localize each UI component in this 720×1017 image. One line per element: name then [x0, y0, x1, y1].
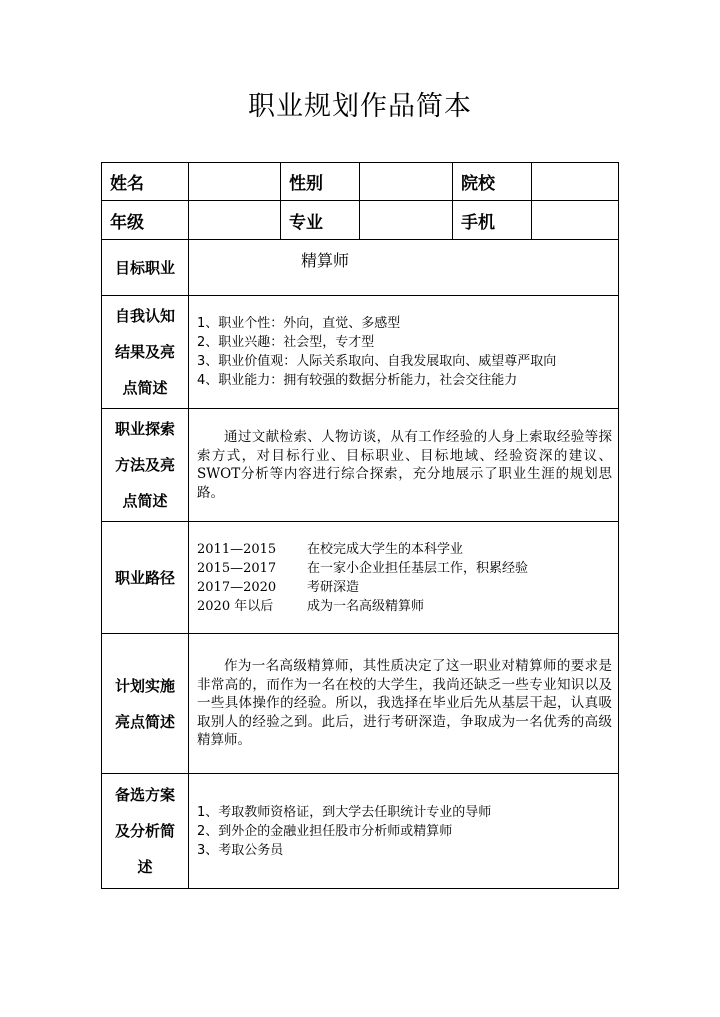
label-line: 计划实施	[114, 676, 175, 695]
major-field[interactable]	[360, 201, 453, 240]
alternative-label	[102, 774, 189, 889]
self-assessment-content	[189, 296, 619, 409]
grade-label: 年级	[102, 201, 189, 240]
gender-field[interactable]	[360, 163, 453, 201]
label-line: 及分析简	[114, 822, 175, 840]
exploration-label	[102, 409, 189, 522]
path-desc: 在一家小企业担任基层工作，积累经验	[307, 560, 529, 576]
path-period: 2011—2015	[197, 541, 277, 557]
list-item	[197, 597, 612, 616]
career-path-row	[102, 522, 619, 634]
exploration-row	[102, 409, 619, 522]
name-field[interactable]	[189, 163, 281, 201]
list-item: 2、到外企的金融业担任股市分析师或精算师	[197, 823, 453, 839]
career-plan-table	[101, 162, 619, 889]
label-line: 亮点简述	[114, 712, 175, 731]
list-item: 3、职业价值观：人际关系取向、自我发展取向、威望尊严取向	[197, 354, 557, 369]
exploration-text: 通过文献检索、人物访谈，从有工作经验的人身上索取经验等探索方式，对目标行业、目标职业、目标地域、经验资深的建议、SWOT分析等内容进行综合探索，充分地展示了职业生涯的规划思路。	[197, 429, 612, 501]
list-item: 1、职业个性：外向，直觉、多感型	[197, 316, 401, 331]
basic-info-row-1	[102, 163, 619, 201]
plan-row	[102, 634, 619, 774]
school-field[interactable]	[532, 163, 619, 201]
label-line: 方法及亮	[114, 456, 175, 474]
list-item: 3、考取公务员	[197, 842, 284, 858]
phone-label: 手机	[453, 201, 532, 240]
list-item	[197, 540, 612, 559]
self-assessment-label	[102, 296, 189, 409]
career-path-label: 职业路径	[102, 522, 189, 634]
label-line: 职业探索	[114, 420, 175, 438]
name-label: 姓名	[102, 163, 189, 201]
exploration-content	[189, 409, 619, 522]
label-line: 述	[137, 858, 153, 876]
list-item	[197, 578, 612, 597]
page-title: 职业规划作品简本	[248, 91, 472, 122]
plan-text: 作为一名高级精算师，其性质决定了这一职业对精算师的要求是非常高的，而作为一名在校的大学生，我尚还缺乏一些专业知识以及一些具体操作的经验。所以，我选择在毕业后先从基层干起，认真吸取别人的经验之到。此后，进行考研深造，争取成为一名优秀的高级精算师。	[197, 658, 612, 749]
label-line: 结果及亮	[114, 343, 175, 361]
plan-content	[189, 634, 619, 774]
career-path-content	[189, 522, 619, 634]
gender-label: 性别	[281, 163, 360, 201]
path-period: 2015—2017	[197, 560, 277, 576]
grade-field[interactable]	[189, 201, 281, 240]
path-desc: 成为一名高级精算师	[307, 598, 425, 614]
path-period: 2020 年以后	[197, 598, 274, 614]
path-period: 2017—2020	[197, 579, 277, 595]
alternative-row	[102, 774, 619, 889]
list-item: 4、职业能力：拥有较强的数据分析能力，社会交往能力	[197, 373, 518, 388]
phone-field[interactable]	[532, 201, 619, 240]
target-value: 精算师	[189, 240, 619, 296]
school-label: 院校	[453, 163, 532, 201]
alternative-content	[189, 774, 619, 889]
major-label: 专业	[281, 201, 360, 240]
plan-label	[102, 634, 189, 774]
label-line: 自我认知	[114, 307, 175, 325]
self-assessment-row	[102, 296, 619, 409]
target-label: 目标职业	[102, 240, 189, 296]
list-item: 1、考取教师资格证，到大学去任职统计专业的导师	[197, 804, 492, 820]
label-line: 点简述	[122, 379, 168, 397]
list-item: 2、职业兴趣：社会型，专才型	[197, 335, 375, 350]
basic-info-row-2	[102, 201, 619, 240]
path-desc: 在校完成大学生的本科学业	[307, 541, 464, 557]
label-line: 备选方案	[114, 786, 175, 804]
label-line: 点简述	[122, 492, 168, 510]
list-item	[197, 559, 612, 578]
target-row	[102, 240, 619, 296]
path-desc: 考研深造	[307, 579, 360, 595]
